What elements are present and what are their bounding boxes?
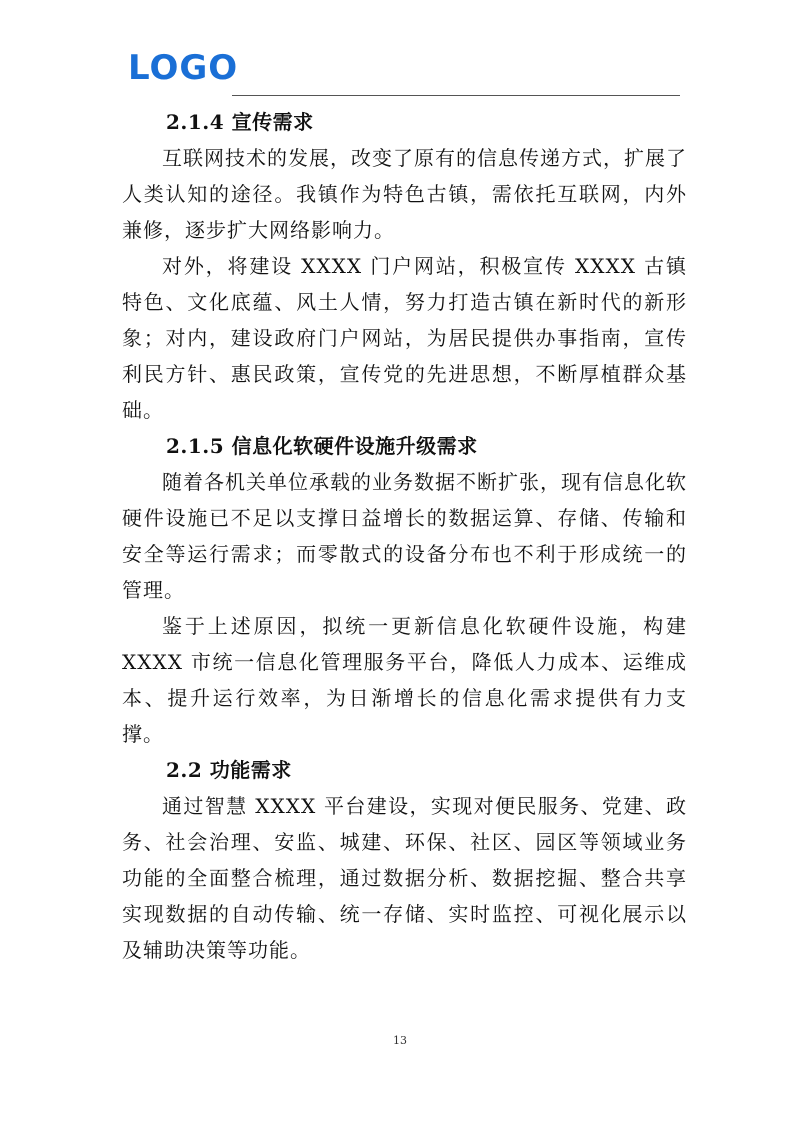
paragraph: 通过智慧 XXXX 平台建设，实现对便民服务、党建、政务、社会治理、安监、城建、环保、社区、园区等领域业务功能的全面整合梳理，通过数据分析、数据挖掘、整合共享实现数据的自动传输、统一存储、实时监控、可视化展示以及辅助决策等功能。 <box>122 794 687 962</box>
section-heading-2-2: 2.2 功能需求 <box>166 758 292 782</box>
logo: LOGO <box>128 48 239 88</box>
page-number: 13 <box>393 1034 407 1047</box>
paragraph: 鉴于上述原因，拟统一更新信息化软硬件设施，构建 XXXX 市统一信息化管理服务平台，降低人力成本、运维成本、提升运行效率，为日渐增长的信息化需求提供有力支撑。 <box>122 614 687 746</box>
section-heading-2-1-4: 2.1.4 宣传需求 <box>166 110 314 134</box>
paragraph: 对外，将建设 XXXX 门户网站，积极宣传 XXXX 古镇特色、文化底蕴、风土人情，努力打造古镇在新时代的新形象；对内，建设政府门户网站，为居民提供办事指南，宣传利民方针、惠民政策，宣传党的先进思想，不断厚植群众基础。 <box>122 254 687 422</box>
section-heading-2-1-5: 2.1.5 信息化软硬件设施升级需求 <box>166 434 478 458</box>
document-body <box>122 104 687 968</box>
header-divider <box>232 95 680 96</box>
paragraph: 随着各机关单位承载的业务数据不断扩张，现有信息化软硬件设施已不足以支撑日益增长的数据运算、存储、传输和安全等运行需求；而零散式的设备分布也不利于形成统一的管理。 <box>122 470 687 602</box>
paragraph: 互联网技术的发展，改变了原有的信息传递方式，扩展了人类认知的途径。我镇作为特色古镇，需依托互联网，内外兼修，逐步扩大网络影响力。 <box>122 146 687 242</box>
